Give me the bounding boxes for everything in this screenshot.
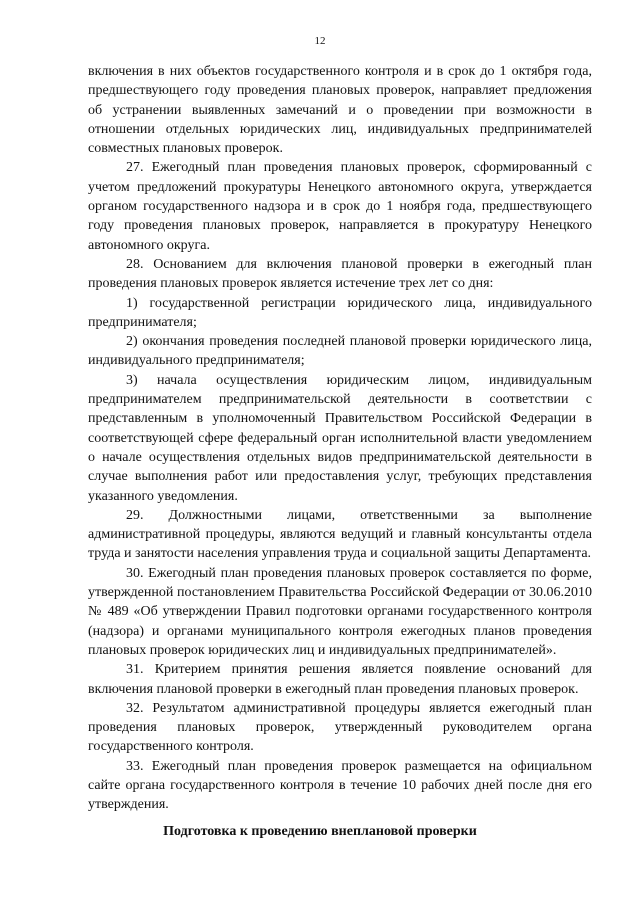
paragraph-33: 33. Ежегодный план проведения проверок размещается на официальном сайте органа государственного контроля в течение 10 рабочих дней после дня его утверждения. [88, 758, 592, 813]
paragraph-29: 29. Должностными лицами, ответственными за выполнение административной процедуры, являются ведущий и главный консультанты отдела труда и занятости населения управления труда и социальной защиты Департамента. [88, 507, 592, 562]
paragraph-28-item-3: 3) начала осуществления юридическим лицом, индивидуальным предпринимателем предпринимательской деятельности в соответствии с представленным в уполномоченный Правительством Российской Федерации в соответствующей сфере федеральный орган исполнительной власти уведомлением о начале осуществления отдельных видов предпринимательской деятельности в случае выполнения работ или предоставления услуг, требующих представления указанного уведомления. [88, 372, 592, 504]
paragraph-28-item-1: 1) государственной регистрации юридического лица, индивидуального предпринимателя; [88, 295, 592, 330]
paragraph-28-item-2: 2) окончания проведения последней плановой проверки юридического лица, индивидуального предпринимателя; [88, 334, 592, 369]
paragraph-continuation: включения в них объектов государственного контроля и в срок до 1 октября года, предшествующего году проведения плановых проверок, направляет предложения об устранении выявленных замечаний и о проведении при возможности в отношении отдельных юридических лиц, индивидуальных предпринимателей совместных плановых проверок. [88, 64, 592, 157]
page-number: 12 [314, 35, 326, 47]
paragraph-31: 31. Критерием принятия решения является появление оснований для включения плановой проверки в ежегодный план проведения плановых проверок. [88, 662, 592, 697]
document-body [88, 62, 592, 815]
section-heading: Подготовка к проведению внеплановой проверки [163, 824, 477, 839]
paragraph-32: 32. Результатом административной процедуры является ежегодный план проведения плановых проверок, утвержденный руководителем органа государственного контроля. [88, 700, 592, 755]
paragraph-28: 28. Основанием для включения плановой проверки в ежегодный план проведения плановых проверок является истечение трех лет со дня: [88, 256, 592, 292]
paragraph-27: 27. Ежегодный план проведения плановых проверок, сформированный с учетом предложений прокуратуры Ненецкого автономного округа, утверждается органом государственного надзора и в срок до 1 ноября года, предшествующего году проведения плановых проверок, направляется в прокуратуру Ненецкого автономного округа. [88, 160, 592, 253]
paragraph-30: 30. Ежегодный план проведения плановых проверок составляется по форме, утвержденной постановлением Правительства Российской Федерации от 30.06.2010 № 489 «Об утверждении Правил подготовки органами государственного контроля (надзора) и органами муниципального контроля ежегодных планов проведения плановых проверок юридических лиц и индивидуальных предпринимателей». [88, 565, 592, 658]
